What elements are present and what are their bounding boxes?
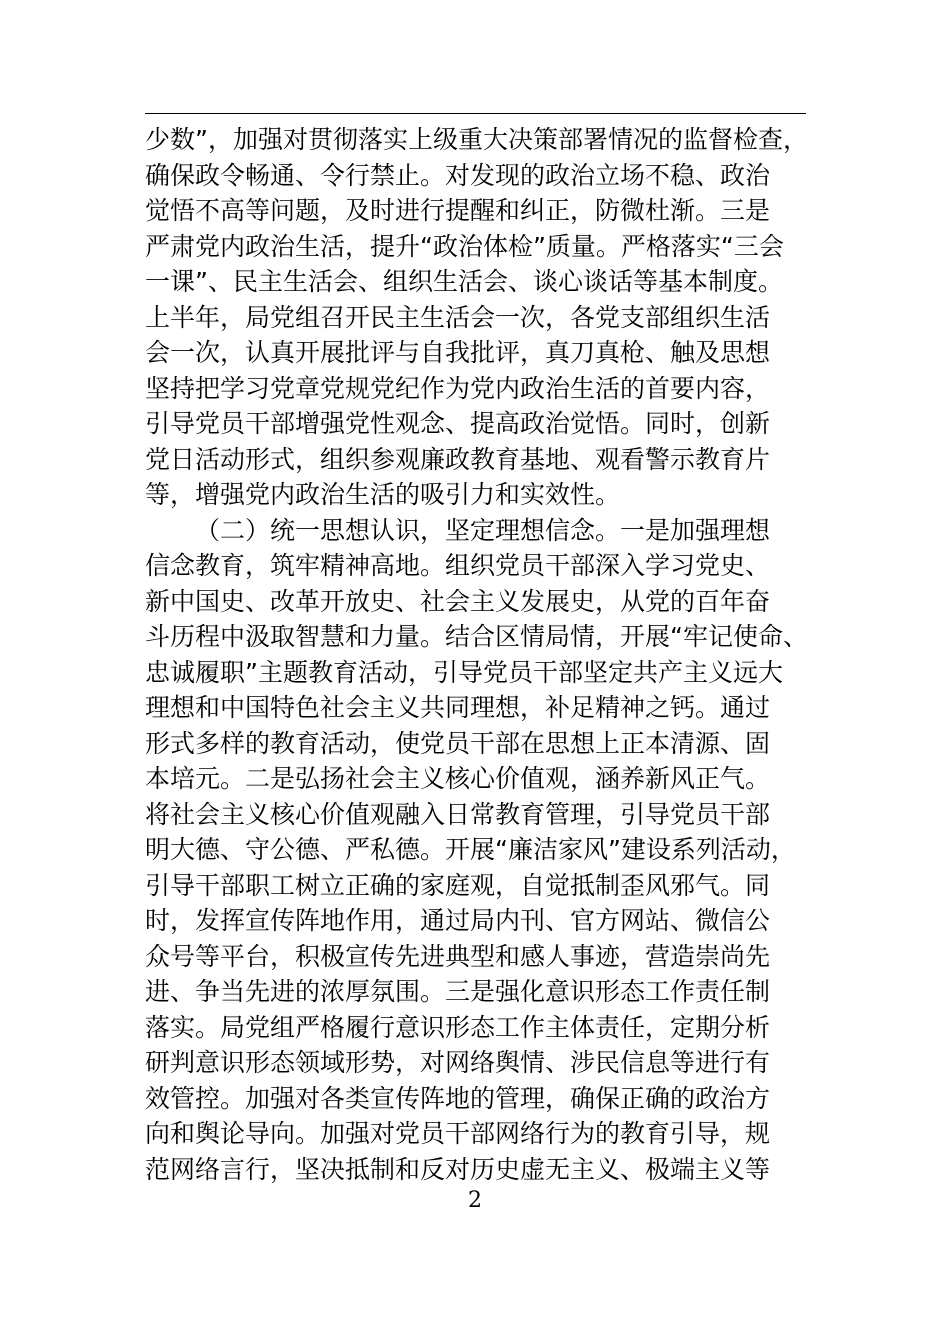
text-line: 落实。局党组严格履行意识形态工作主体责任，定期分析 — [145, 1012, 771, 1042]
text-line: 严肃党内政治生活，提升“政治体检”质量。严格落实“三会 — [145, 231, 784, 261]
text-line: 本培元。二是弘扬社会主义核心价值观，涵养新风正气。 — [145, 764, 771, 793]
text-line: 斗历程中汲取智慧和力量。结合区情局情，开展“牢记使命、 — [145, 622, 808, 651]
text-line: 时，发挥宣传阵地作用，通过局内刊、官方网站、微信公 — [145, 906, 771, 935]
body-text — [145, 122, 815, 1187]
text-line: 引导党员干部增强党性观念、提高政治觉悟。同时，创新 — [145, 409, 771, 438]
text-line: 忠诚履职”主题教育活动，引导党员干部坚定共产主义远大 — [145, 657, 783, 687]
text-line: 研判意识形态领域形势，对网络舆情、涉民信息等进行有 — [145, 1048, 771, 1077]
text-line: 理想和中国特色社会主义共同理想，补足精神之钙。通过 — [145, 693, 771, 722]
page-number: 2 — [468, 1188, 482, 1213]
text-line: 明大德、守公德、严私德。开展“廉洁家风”建设系列活动， — [145, 835, 796, 864]
text-line: 党日活动形式，组织参观廉政教育基地、观看警示教育片 — [145, 444, 771, 474]
text-line: 众号等平台，积极宣传先进典型和感人事迹，营造崇尚先 — [145, 941, 771, 971]
text-line: 上半年，局党组召开民主生活会一次，各党支部组织生活 — [145, 302, 771, 332]
text-line: 进、争当先进的浓厚氛围。三是强化意识形态工作责任制 — [145, 977, 771, 1006]
text-line: 形式多样的教育活动，使党员干部在思想上正本清源、固 — [145, 728, 771, 758]
text-line: 引导干部职工树立正确的家庭观，自觉抵制歪风邪气。同 — [145, 870, 771, 900]
header-rule — [145, 113, 806, 114]
text-line: 会一次，认真开展批评与自我批评，真刀真枪、触及思想 — [145, 338, 771, 367]
text-line: 等，增强党内政治生活的吸引力和实效性。 — [145, 480, 621, 509]
text-line: 确保政令畅通、令行禁止。对发现的政治立场不稳、政治 — [145, 160, 771, 190]
text-line: 觉悟不高等问题，及时进行提醒和纠正，防微杜渐。三是 — [145, 196, 771, 225]
text-line: 向和舆论导向。加强对党员干部网络行为的教育引导，规 — [145, 1119, 771, 1148]
text-line: 少数”，加强对贯彻落实上级重大决策部署情况的监督检查， — [145, 125, 808, 154]
text-line: 坚持把学习党章党规党纪作为党内政治生活的首要内容， — [145, 373, 771, 403]
text-line: 将社会主义核心价值观融入日常教育管理，引导党员干部 — [145, 799, 771, 829]
text-line: 新中国史、改革开放史、社会主义发展史，从党的百年奋 — [145, 586, 771, 616]
text-line: 信念教育，筑牢精神高地。组织党员干部深入学习党史、 — [145, 551, 771, 580]
text-line: 效管控。加强对各类宣传阵地的管理，确保正确的政治方 — [145, 1083, 771, 1113]
text-line: 范网络言行，坚决抵制和反对历史虚无主义、极端主义等 — [145, 1154, 771, 1184]
text-line: 一课”、民主生活会、组织生活会、谈心谈话等基本制度。 — [145, 267, 783, 296]
section-heading-line: （二）统一思想认识，坚定理想信念。一是加强理想 — [195, 515, 771, 545]
